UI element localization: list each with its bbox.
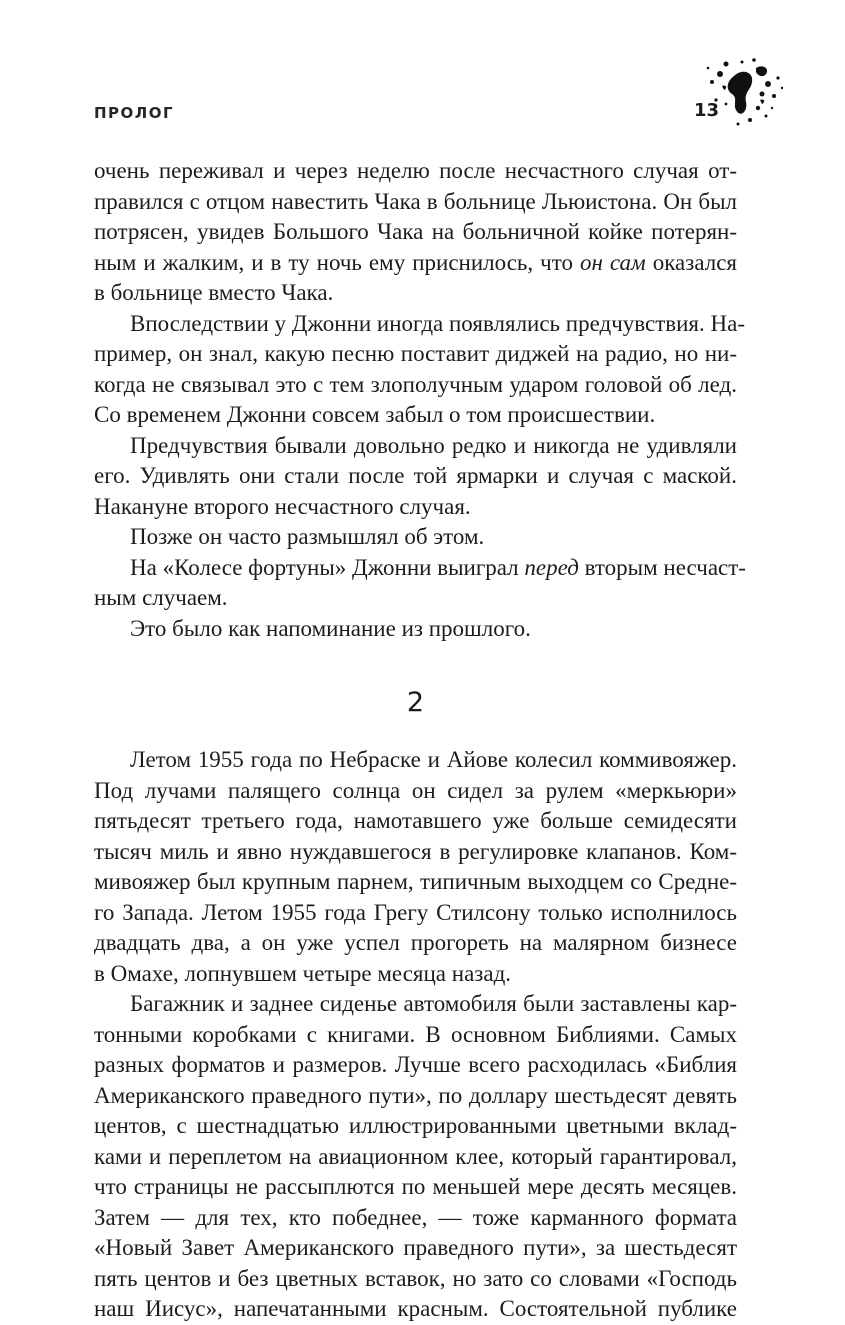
text-line: Позже он часто размышлял об этом. (130, 524, 485, 549)
text-line: «Новый Завет Американского праведного пути», за шестьдесят (94, 1235, 737, 1260)
text-line (94, 248, 737, 279)
text-run: На «Колесе фортуны» Джонни выиграл (130, 554, 525, 580)
text-line: потрясен, увидев Большого Чака на больничной койке потерян- (94, 219, 737, 244)
text-line: Летом 1955 года по Небраске и Айове колесил коммивояжер. (130, 747, 737, 772)
text-line: пять центов и без цветных вставок, но зато со словами «Господь (94, 1265, 737, 1291)
text-line: пятьдесят третьего года, намотавшего уже больше семидесяти (94, 808, 737, 833)
text-line: в Омахе, лопнувшем четыре месяца назад. (94, 960, 512, 986)
text-line (94, 553, 746, 584)
text-run: оказался (645, 249, 738, 275)
spacer (94, 644, 737, 660)
text-line: когда не связывал это с тем злополучным ударом головой об лед. (94, 371, 737, 397)
text-line: го Запада. Летом 1955 года Грегу Стилсону только исполнилось (94, 899, 737, 925)
text-line: его. Удивлять они стали после той ярмарки и случая с маской. (94, 463, 737, 488)
text-line: Со временем Джонни совсем забыл о том происшествии. (94, 402, 656, 427)
text-line: Это было как напоминание из прошлого. (130, 615, 531, 641)
text-line: тонными коробками с книгами. В основном Библиями. Самых (94, 1021, 737, 1047)
body-text (94, 156, 746, 1325)
text-line: Американского праведного пути», по доллару шестьдесят девять (94, 1082, 737, 1108)
text-line: Багажник и заднее сиденье автомобиля были заставлены кар- (130, 991, 737, 1016)
text-line: двадцать два, а он уже успел прогореть на малярном бизнесе (94, 930, 737, 955)
text-line: тысяч миль и явно нуждавшегося в регулировке клапанов. Ком- (94, 838, 737, 864)
text-line: Накануне второго несчастного случая. (94, 493, 471, 519)
text-line: в больнице вместо Чака. (94, 280, 334, 305)
page-number: 13 (694, 100, 720, 121)
text-line: Затем — для тех, кто победнее, — тоже карманного формата (94, 1204, 737, 1230)
italic-text: перед (524, 554, 579, 580)
text-line: Впоследствии у Джонни иногда появлялись предчувствия. На- (130, 310, 745, 336)
text-run: вторым несчаст- (578, 554, 746, 580)
text-line: ками и переплетом на авиационном клее, который гарантировал, (94, 1143, 737, 1169)
text-line: пример, он знал, какую песню поставит диджей на радио, но ни- (94, 341, 737, 366)
text-line: правился с отцом навестить Чака в больнице Льюистона. Он был (94, 188, 737, 214)
text-line: очень переживал и через неделю после несчастного случая от- (94, 158, 737, 183)
text-line: мивояжер был крупным парнем, типичным выходцем со Средне- (94, 869, 737, 894)
text-line: что страницы не рассыплются по меньшей мере десять месяцев. (94, 1174, 737, 1199)
text-line: разных форматов и размеров. Лучше всего расходилась «Библия (94, 1052, 737, 1077)
running-title: ПРОЛОГ (94, 104, 175, 122)
text-line: центов, с шестнадцатью иллюстрированными цветными вклад- (94, 1113, 737, 1138)
text-line: Под лучами палящего солнца он сидел за рулем «меркьюри» (94, 777, 737, 803)
text-line: Предчувствия бывали довольно редко и никогда не удивляли (130, 432, 737, 458)
italic-text: он сам (579, 249, 646, 275)
text-line: наш Иисус», напечатанными красным. Состоятельной публике (94, 1296, 737, 1321)
text-line: ным случаем. (94, 585, 228, 610)
ink-splatter-icon (696, 54, 786, 134)
chapter-heading: 2 (406, 687, 425, 718)
text-run: ным и жалким, и в ту ночь ему приснилось, что (94, 249, 580, 275)
